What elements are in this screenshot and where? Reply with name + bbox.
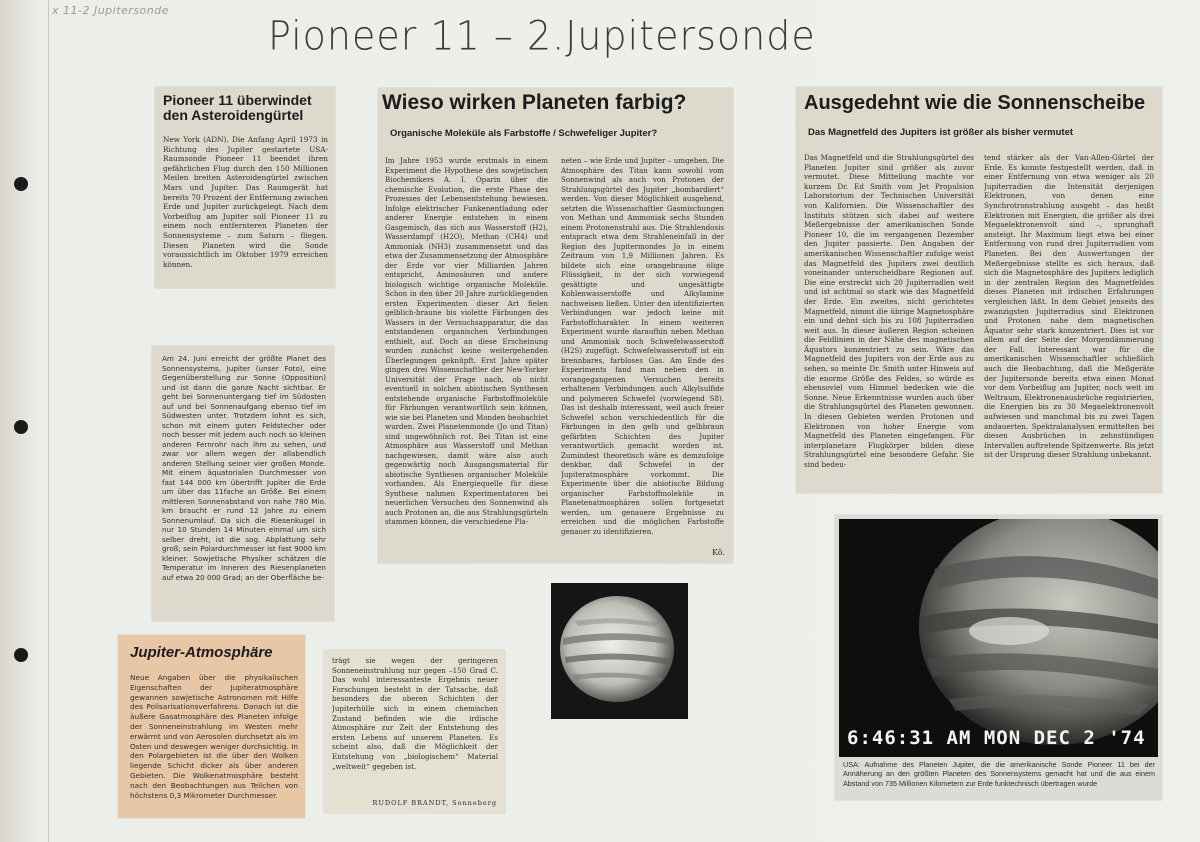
headline: Jupiter-Atmosphäre bbox=[130, 644, 273, 661]
column-1: Im Jahre 1953 wurde erstmals in einem Experiment die Hypothese des sowjetischen Biochemikers A. I. Oparin über die chemische Evolution, die erste Phase des Prozesses der Lebensentstehung bewiesen. Infolge elektrischer Funkenentladung oder anderer Energie entstehen in einem Gasgemisch, das sich aus Wasserstoff (H2), Wasserdampf (H2O), Methan (CH4) und Ammoniak (NH3) zusammensetzt und das etwa der Zusammensetzung der Atmosphäre der Erde vor vier Milliarden Jahren entspricht, Aminosäuren und andere biologisch wichtige organische Moleküle. Schon in den über 20 Jahre zurückliegenden ersten Experimenten dieser Art fielen gelblich-braune bis violette Färbungen des Wassers in der Versuchsapparatur, die das entstandenen organischen Verbindungen enthielt, auf. Doch an diese Erscheinung wurden zunächst keine weitergehenden Überlegungen geknüpft. Erst Jahre später gingen drei Wissenschaftler der New-Yorker Universität der Frage nach, ob nicht eventuell in solchen abiotischen Synthesen entstehende organische Farbstoffmoleküle für Färbungen verantwortlich sein können, wie sie bei Planeten und Monden beobachtet wurden. Zwei Planetenmonde (Jo und Titan) sind ungewöhnlich rot. Bei Titan ist eine Atmosphäre aus Wasserstoff und Methan nachgewiesen, damit wäre also auch gegenwärtig noch Ausgangsmaterial für abiotische Synthesen organischer Moleküle vorhanden. Als Energiequelle für diese Synthese nahmen Experimentatoren bei neuerlichen Versuchen den Sonnenwind als auch Protonen an, die aus Strahlungsgürteln stammen können, die verschiedene Pla- bbox=[385, 156, 548, 526]
page-margin-line bbox=[48, 0, 49, 842]
punch-hole bbox=[14, 420, 28, 434]
subheadline: Das Magnetfeld des Jupiters ist größer als bisher vermutet bbox=[808, 127, 1074, 138]
pioneer-photo bbox=[839, 519, 1158, 757]
column-2: tend stärker als der Van-Allen-Gürtel der Erde. Es konnte festgestellt werden, daß in einer Entfernung von etwa weniger als 20 Jupiterradien die Intensität derjenigen Elektronen, von denen eine Synchrotronstrahlung ausgeht – das heißt Elektronen mit Energien, die größer als drei Megaelektronenvolt sind –, sprunghaft ansteigt. Ihr Maximum liegt etwa bei einer Entfernung von rund drei Jupiterradien vom Planeten. Bei den Auswertungen der Meßergebnisse stellte es sich heraus, daß sich die Magnetosphäre des Jupiters lediglich in der zentralen Region des Magnetfeldes dieses Planeten mit irdischen Erfahrungen vergleichen läßt. In dem Gebiet jenseits des zwanzigsten Jupiterradius sind Elektronen und Protonen nahe dem magnetischen Äquator sehr stark konzentriert. Dies ist vor allem auf der Seite der Morgendämmerung der Fall. Interessant war für die amerikanischen Wissenschaftler schließlich auch die Beobachtung, daß die Meßgeräte der Jupitersonde bereits etwa einen Monat vor dem Vorbeiflug am Jupiter, noch weit im Weltraum, Elektronenausbrüche registrierten, die Energien bis zu 30 Megaelektronenvolt aufwiesen und manchmal bis zu zwei Tagen andauerten. Spektralanalysen ermittelten bei diesen Ausbrüchen in zehnstündigen Intervallen auftretende Spitzenwerte. Bis jetzt ist der Ursprung dieser Strahlung unbekannt. bbox=[984, 153, 1154, 460]
handwritten-title: Pioneer 11 – 2.Jupitersonde bbox=[268, 12, 816, 60]
author-sign: RUDOLF BRANDT, Sonneberg bbox=[372, 799, 497, 807]
article-body: Neue Angaben über die physikalischen Eigenschaften der Jupiteratmosphäre gewannen sowjetische Astronomen mit Hilfe des Polisarisationsverfahrens. Danach ist die äußere Gasatmosphäre des Planeten infolge der Sonneneinstrahlung im Westen mehr erwärmt und von Aerosolen durchsetzt als im Osten und deswegen weniger durchsichtig. In den Polargebieten ist die über den Wolken liegende Schicht dicker als über anderen Gebieten. Die Wolkenatmosphäre besteht nach den Beobachtungen aus Teilchen von höchstens 0,3 Mikrometer Durchmesser. bbox=[130, 673, 298, 800]
clipping-planet-colors bbox=[378, 88, 733, 563]
headline: Pioneer 11 überwindet den Asteroidengürtel bbox=[163, 92, 312, 123]
punch-hole bbox=[14, 177, 28, 191]
article-body: trägt sie wegen der geringeren Sonneneinstrahlung nur gegen –150 Grad C. Das wohl interessanteste Ergebnis neuer Forschungen besteht in der Tatsache, daß besonders die oberen Schichten der Jupiterhülle sich in einem chemischen Zustand befinden wie die irdische Atmosphäre zur Zeit der Entstehung des ersten Lebens auf unserem Planeten. Es scheint also, daß die Möglichkeit der Entstehung von „biologischem“ Material „weltweit“ gegeben ist. bbox=[332, 656, 498, 771]
clipping-continuation bbox=[324, 650, 505, 813]
article-body: New York (ADN). Die Anfang April 1973 in Richtung des Jupiter gestartete USA-Raumsonde Pioneer 11 beendet ihren gefährlichen Flug durch den 150 Millionen Meilen breiten Asteroidengürtel zwischen Mars und Jupiter. Das Raumgerät hat bereits 70 Prozent der Entfernung zwischen Erde und Jupiter zurückgelegt. Nach dem Vorbeiflug am Jupiter soll Pioneer 11 zu einem noch entfernteren Planeten der Sonnensysteme – zum Saturn – fliegen. Diesen Planeten wird die Sonde voraussichtlich im Oktober 1979 erreichen können. bbox=[163, 135, 328, 269]
clipping-jupiter-atmosphere bbox=[118, 635, 305, 818]
punch-hole bbox=[14, 648, 28, 662]
jupiter-image bbox=[839, 519, 1158, 757]
column-2: neten – wie Erde und Jupiter – umgeben. Die Atmosphäre des Titan kann sowohl vom Sonnenwind als auch von Protonen der Strahlungsgürtel des Jupiter „bombardiert“ werden. Von dieser Möglichkeit ausgehend, setzten die Wissenschaftler Gasmischungen von Methan und Ammoniak sechs Stunden einem Protonenstrahl aus. Die Strahlendosis entsprach etwa dem Strahleneinfall in der Region des Jupitermondes Jo in einem Zeitraum von 1,9 Millionen Jahren. Es bildete sich eine orangebraune ölige Flüssigkeit, in der sich vorwiegend gesättigte und ungesättigte Kohlenwasserstoffe und Alkylamine nachweisen ließen. Unter den identifizierten Verbindungen war jedoch keine mit Farbstoffcharakter. In einem weiteren Experiment wurde daraufhin neben Methan und Ammoniak noch Schwefelwasserstoff (H2S) zugefügt. Schwefelwasserstoff ist ein brennbares, farbloses Gas. Am Ende des Experiments fand man neben den in vorangegangenen Versuchen bereits erhaltenen Verbindungen auch Alkylsulfide und polymeren Schwefel (vorwiegend S8). Das ist deshalb interessant, weil auch freier Schwefel schon verschiedentlich für die Färbungen in den gelb und gelbbraun gefärbten Schichten des Jupiter verantwortlich gemacht worden ist. Zumindest theoretisch wäre es demzufolge denkbar, daß Schwefel in der Jupiteratmosphäre vorkommt. Die Experimente über die abiotische Bildung organischer Farbstoffmoleküle in Planetenatmosphären sollen fortgesetzt werden, um genauere Ergebnisse zu erreichen und die möglichen Farbstoffe genauer zu identifizieren. bbox=[561, 156, 724, 536]
clipping-jupiter-opposition bbox=[152, 346, 334, 621]
jupiter-photo-small bbox=[551, 583, 688, 719]
author-sign: Kö. bbox=[712, 548, 725, 557]
jupiter-image bbox=[551, 583, 688, 719]
article-body: Am 24. Juni erreicht der größte Planet des Sonnensystems, Jupiter (unser Foto), eine Gegenüberstellung zur Sonne (Opposition) und ist dann die ganze Nacht sichtbar. Er geht bei Sonnenuntergang tief im Südosten auf und bei Sonnenaufgang ebenso tief im Südwesten unter. Trotzdem lohnt es sich, schon mit einem guten Feldstecher oder noch besser mit jedem auch noch so kleinen anderen Fernrohr nach ihm zu sehen, und zwar vor allem wegen der allabendlich anderen Stellung seiner vier großen Monde. Mit einem äquatorialen Durchmesser von fast 144 000 km übertrifft Jupiter die Erde um über das 11fache an Größe. Bei einem mittleren Sonnenabstand von nahe 780 Mio. km braucht er rund 12 Jahre zu einem Sonnenumlauf. Da sich die Riesenkugel in nur 10 Stunden 14 Minuten einmal um sich selber dreht, ist die sog. Abplattung sehr groß; sein Polardurchmesser ist fast 9000 km kleiner. Sowjetische Physiker schätzen die Temperatur im Inneren des Riesenplaneten auf etwa 20 000 Grad; an der Oberfläche be- bbox=[162, 354, 326, 582]
clipping-asteroid-belt bbox=[155, 87, 335, 288]
clipping-pioneer-photo bbox=[835, 515, 1162, 800]
subheadline: Organische Moleküle als Farbstoffe / Schwefeliger Jupiter? bbox=[390, 128, 658, 139]
clipping-magnetic-field bbox=[796, 87, 1162, 493]
headline: Ausgedehnt wie die Sonnenscheibe bbox=[804, 92, 1146, 114]
pencil-note: x 11-2 Jupitersonde bbox=[52, 4, 170, 17]
photo-caption: USA: Aufnahme des Planeten Jupiter, die die amerikanische Sonde Pioneer 11 bei der Annäherung an den größten Planeten des Sonnensystems gemacht hat und die aus einem Abstand von 735 Millionen Kilometern zur Erde funktechnisch übertragen wurde bbox=[843, 760, 1155, 788]
headline: Wieso wirken Planeten farbig? bbox=[382, 91, 687, 114]
photo-timestamp: 6:46:31 AM MON DEC 2 '74 bbox=[847, 727, 1146, 749]
column-1: Das Magnetfeld und die Strahlungsgürtel des Planeten Jupiter sind größer als zuvor vermutet. Diese Mitteilung machte vor kurzem Dr. Ed Smith vom Jet Propulsion Laboratorium der Technischen Universität von Kalifornien. Die Wissenschaftler des Instituts stützen sich dabei auf weitere Meßergebnisse der amerikanischen Sonde Pioneer 10, die im vergangenen Dezember den Jupiter passierte. Den Angaben der amerikanischen Wissenschaftler zufolge weist das Magnetfeld des Jupiters zwei deutlich voneinander unterscheidbare Regionen auf. Die eine erstreckt sich 20 Jupiterradien weit und ist achtmal so stark wie das Magnetfeld der Erde. Ein zweites, nicht gerichtetes Magnetfeld, nimmt die übrige Magnetosphäre ein und dehnt sich bis zu 108 Jupiterradien weit aus. In dieser äußeren Region scheinen die Feldlinien in der Nähe des magnetischen Äquators konzentriert zu sein. Wäre das Magnetfeld des Jupiters von der Erde aus zu sehen, so meinte Dr. Smith unter Hinweis auf die enorme Größe des Feldes, so würde es ebensoviel vom Himmel bedecken wie die Sonne. Neue Erkenntnisse wurden auch über die Strahlungsgürtel des Planeten gewonnen. In diesen Gebieten werden Protonen und Elektronen von hoher Energie vom Magnetfeld des Planeten eingefangen. Für interplanetare Flugkörper bilden diese Strahlungsgürtel eine besondere Gefahr. Sie sind bedeu- bbox=[804, 153, 974, 469]
